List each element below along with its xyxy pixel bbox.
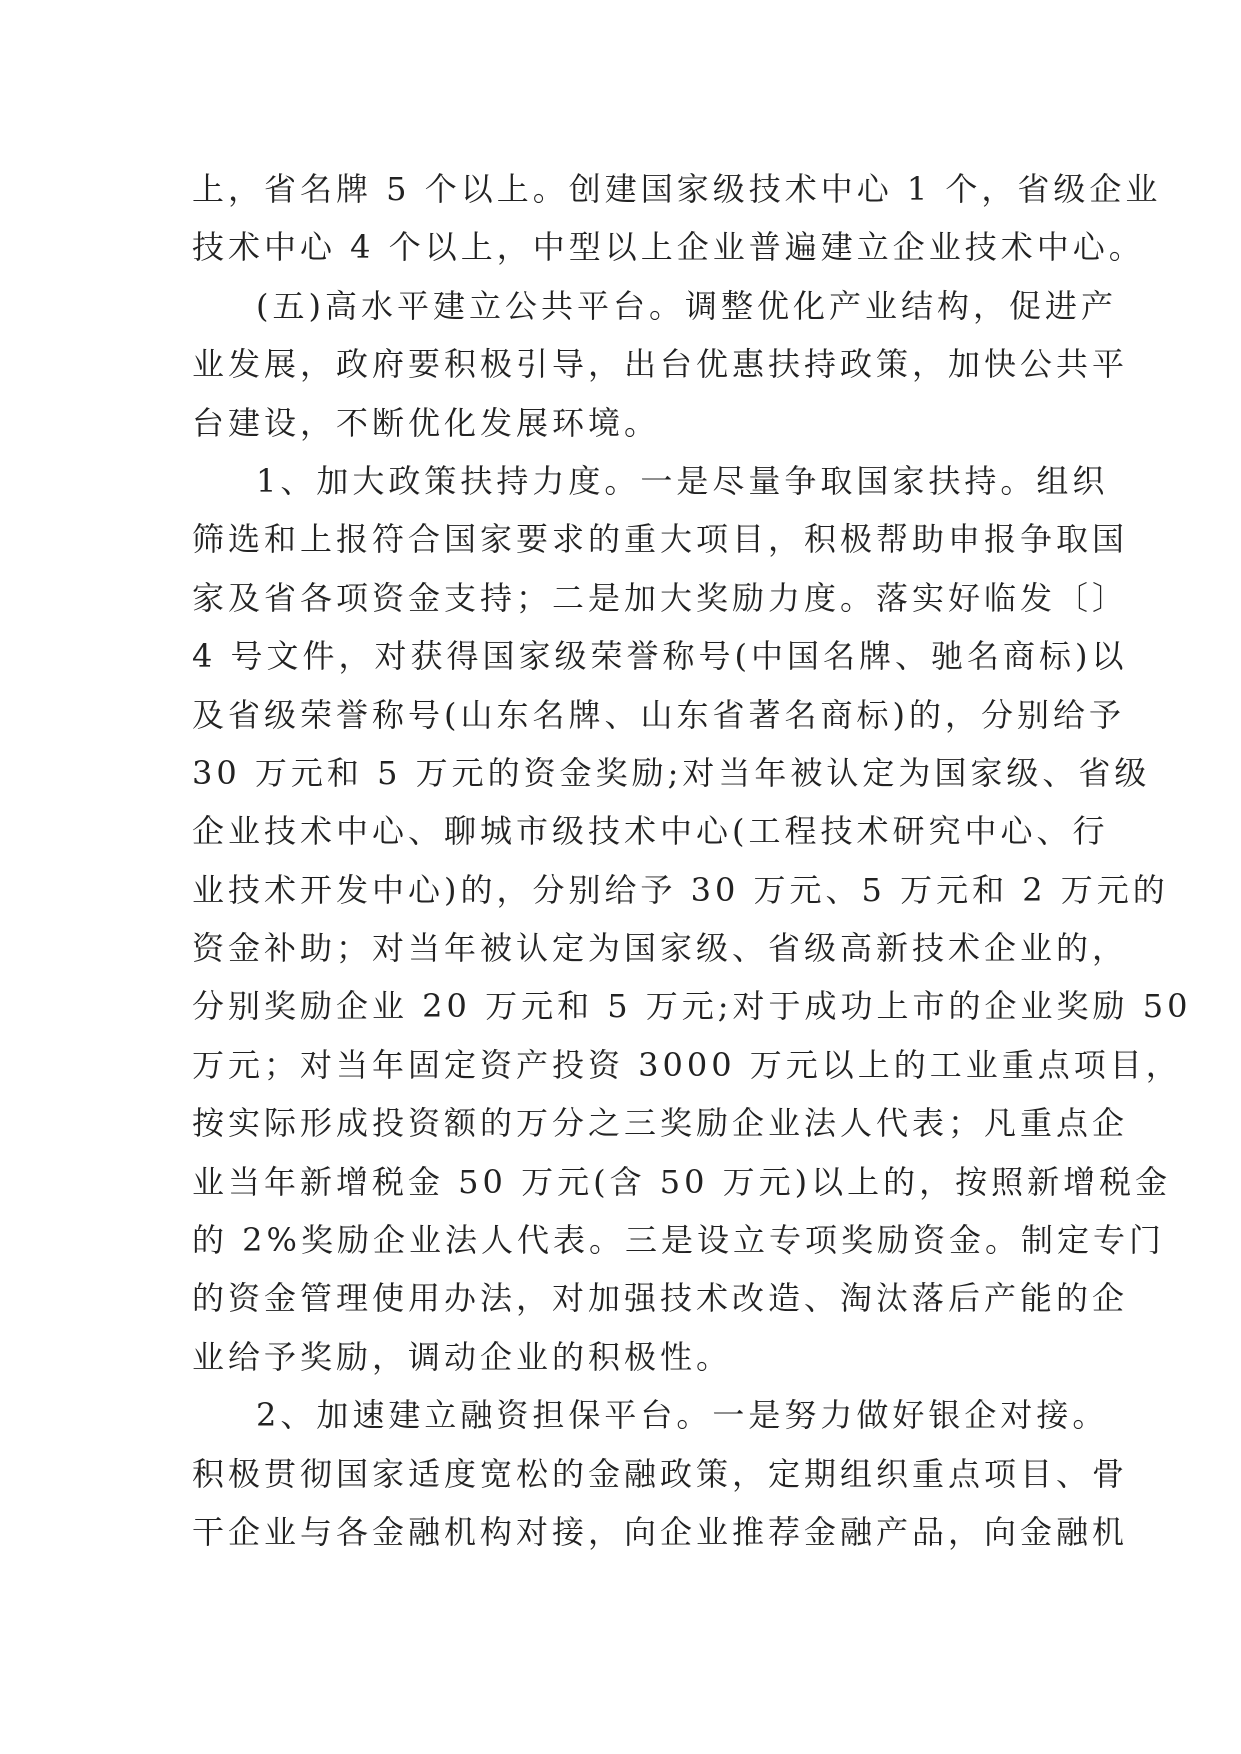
text-line: 干企业与各金融机构对接，向企业推荐金融产品，向金融机 <box>192 1512 1129 1551</box>
text-line: 按实际形成投资额的万分之三奖励企业法人代表；凡重点企 <box>192 1104 1129 1143</box>
text-line: 万元；对当年固定资产投资 3000 万元以上的工业重点项目， <box>192 1045 1182 1084</box>
paragraph-start-line: 2、加速建立融资担保平台。一是努力做好银企对接。 <box>256 1396 1109 1435</box>
section-heading-line: (五)高水平建立公共平台。调整优化产业结构，促进产 <box>256 286 1117 325</box>
text-line: 业当年新增税金 50 万元(含 50 万元)以上的，按照新增税金 <box>192 1162 1172 1201</box>
text-line: 的 2%奖励企业法人代表。三是设立专项奖励资金。制定专门 <box>192 1221 1165 1260</box>
text-line: 资金补助；对当年被认定为国家级、省级高新技术企业的， <box>192 929 1129 968</box>
text-line: 上，省名牌 5 个以上。创建国家级技术中心 1 个，省级企业 <box>192 170 1162 208</box>
text-line: 30 万元和 5 万元的资金奖励;对当年被认定为国家级、省级 <box>192 753 1151 792</box>
text-line: 业发展，政府要积极引导，出台优惠扶持政策，加快公共平 <box>192 345 1129 384</box>
text-line: 技术中心 4 个以上，中型以上企业普遍建立企业技术中心。 <box>192 228 1145 267</box>
text-line: 企业技术中心、聊城市级技术中心(工程技术研究中心、行 <box>192 812 1109 851</box>
text-line: 业技术开发中心)的，分别给予 30 万元、5 万元和 2 万元的 <box>192 870 1169 909</box>
text-line: 积极贯彻国家适度宽松的金融政策，定期组织重点项目、骨 <box>192 1454 1129 1493</box>
text-line: 的资金管理使用办法，对加强技术改造、淘汰落后产能的企 <box>192 1279 1129 1318</box>
text-line: 筛选和上报符合国家要求的重大项目，积极帮助申报争取国 <box>192 520 1129 559</box>
text-line: 4 号文件，对获得国家级荣誉称号(中国名牌、驰名商标)以 <box>192 637 1128 676</box>
text-line: 业给予奖励，调动企业的积极性。 <box>192 1337 733 1376</box>
text-line: 家及省各项资金支持；二是加大奖励力度。落实好临发〔〕 <box>192 578 1129 617</box>
document-body <box>192 160 1192 1561</box>
text-line: 台建设，不断优化发展环境。 <box>192 403 661 442</box>
paragraph-start-line: 1、加大政策扶持力度。一是尽量争取国家扶持。组织 <box>256 461 1109 500</box>
text-line: 及省级荣誉称号(山东名牌、山东省著名商标)的，分别给予 <box>192 695 1125 734</box>
text-line: 分别奖励企业 20 万元和 5 万元;对于成功上市的企业奖励 50 <box>192 987 1192 1026</box>
